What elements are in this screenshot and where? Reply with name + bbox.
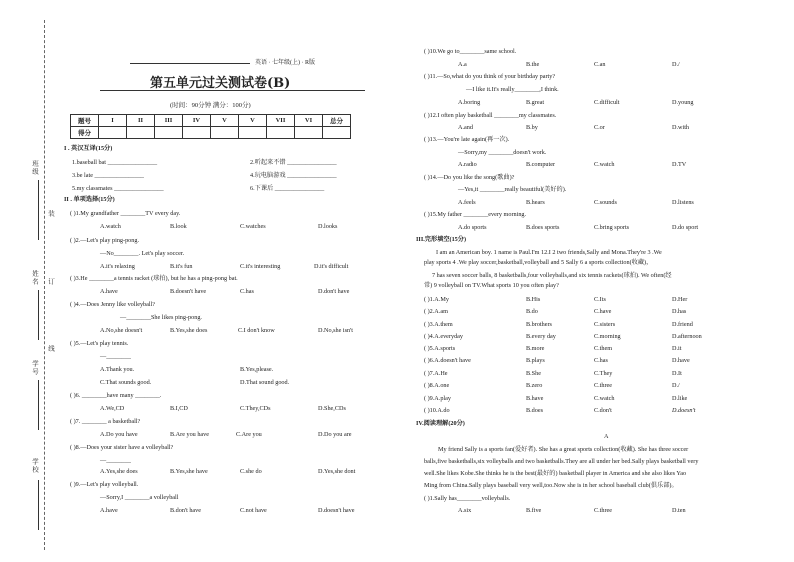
q11-stem2: —I like it.It's really________,I think. [466,86,559,93]
q1-opt-c: C.watches [240,223,266,230]
q15-opt-b: B.does sports [526,224,560,231]
r1-opt-a: A.six [458,507,472,514]
score-row-label: 得分 [71,127,99,139]
cut-mark-zhuang: 装 [47,210,54,217]
c5-d: D.it [672,345,682,352]
q7-opt-a: A.Do you have [100,431,138,438]
binding-number-label-2: 号 [31,368,38,375]
q12-opt-a: A.and [458,124,473,131]
q10-opt-a: A.a [458,61,467,68]
c5-b: B.more [526,345,545,352]
q7-opt-b: B.Are you have [170,431,210,438]
q3-opt-d: D.don't have [318,288,350,295]
q15-opt-d: D.do sport [672,224,699,231]
c8-d: D./ [672,382,680,389]
q14-opt-a: A.feels [458,199,476,206]
q14-stem2: —Yes,it ________really beautiful(美好的). [458,186,567,193]
q8-opt-b: B.Yes,she have [170,468,208,475]
q2-opt-a: A.it's relaxing [100,263,135,270]
q1-opt-a: A.watch [100,223,121,230]
c4-d: D.afternoon [672,333,702,340]
q15-opt-a: A.do sports [458,224,487,231]
q14-opt-d: D.listens [672,199,694,206]
c7-b: B.She [526,370,541,377]
q8-opt-a: A.Yes,she does [100,468,138,475]
c3-d: D.friend [672,321,693,328]
c7: ( )7.A.He [424,370,448,377]
q6-opt-b: B.I,CD [170,405,188,412]
q8-stem2: —________ [100,457,131,464]
q2-opt-c: C.it's interesting [240,263,281,270]
s1-item-6: 6.下课后 ________________ [250,185,325,192]
score-header-cell: 总分 [323,115,351,127]
q9-opt-a: A.have [100,507,118,514]
binding-school-label-2: 校 [31,466,38,473]
q9-opt-d: D.doesn't have [318,507,355,514]
q11-opt-d: D.young [672,99,694,106]
q13-opt-d: D.TV [672,161,687,168]
q14-stem: ( )14.—Do you like the song(歌曲)? [424,174,515,181]
s1-item-5: 5.my classmates ________________ [72,185,164,192]
q9-opt-b: B.don't have [170,507,202,514]
q7-opt-c: C.Are you [236,431,262,438]
c9-d: D.like [672,395,688,402]
q13-opt-a: A.radio [458,161,477,168]
q4-opt-d: D.No,she isn't [318,327,353,334]
c5-c: C.them [594,345,613,352]
cut-mark-xian: 线 [47,345,54,352]
q3-stem: ( )3.He ________a tennis racket (球拍), but he has a ping-pong bat. [70,275,238,282]
q5-opt-d: D.That sound good. [240,379,290,386]
c5: ( )5.A.sports [424,345,456,352]
q10-opt-d: D./ [672,61,680,68]
reading-line-4: Ming from China.Sally plays baseball very well,too.Now she is in her school baseball club(俱乐部)。 [424,482,678,489]
c3-c: C.sisters [594,321,616,328]
q8-opt-d: D.Yes,she dont [318,468,356,475]
score-header-cell: III [155,115,183,127]
s1-item-2: 2.听起来不错 ________________ [250,159,337,166]
score-header-cell: II [127,115,155,127]
q4-opt-a: A.No,she doesn't [100,327,143,334]
q7-stem: ( )7. ________ a basketball? [70,418,141,425]
score-table [70,114,351,139]
q12-stem: ( )12.I often play basketball ________my classmates. [424,112,557,119]
q13-stem: ( )13.—You're late again(再一次). [424,136,510,143]
c4: ( )4.A.everyday [424,333,463,340]
score-header-cell: VI [295,115,323,127]
c6: ( )6.A.doesn't have [424,357,471,364]
c4-b: B.every day [526,333,556,340]
q7-opt-d: D.Do you are [318,431,352,438]
c1: ( )1.A.My [424,296,449,303]
q8-opt-c: C.she do [240,468,262,475]
q3-opt-b: B.doesn't have [170,288,207,295]
r1-stem: ( )1.Sally has________volleyballs. [424,495,511,502]
q6-opt-c: C.They,CDs [240,405,271,412]
c4-c: C.morning [594,333,621,340]
q5-opt-c: C.That sounds good. [100,379,152,386]
cloze-line-4: 常) 9 volleyball on TV.What sports 10 you often play? [424,282,559,289]
q10-opt-b: B.the [526,61,540,68]
cut-mark-ding: 订 [47,278,54,285]
page-title: 第五单元过关测试卷(B) [150,76,291,91]
c10-c: C.don't [594,407,612,414]
r1-opt-c: C.three [594,507,613,514]
q6-opt-d: D.She,CDs [318,405,346,412]
q5-stem: ( )5.—Let's play tennis. [70,340,129,347]
q4-opt-c: C.I don't know [238,327,275,334]
q10-opt-c: C.an [594,61,606,68]
c6-c: C.has [594,357,608,364]
q2-opt-d: D.it's difficult [314,263,349,270]
exam-time-note: (时间：90分钟 满分：100分) [170,102,251,109]
q12-opt-c: C.or [594,124,605,131]
cloze-line-1: I am an American boy. 1 name is Paul.I'm 12.I 2 two friends,Sally and Mona.They're 3 .We [436,249,662,256]
score-header-cell: 题号 [71,115,99,127]
score-header-cell: I [99,115,127,127]
cloze-line-3: 7 has seven soccer balls, 8 basketballs,four volleyballs,and six tennis rackets(球拍). We often(经 [432,272,672,279]
reading-a-label: A [604,433,609,440]
c9-c: C.watch [594,395,615,402]
q8-stem: ( )8.—Does your sister have a volleyball? [70,444,174,451]
q12-opt-b: B.by [526,124,538,131]
section-3-title: III.完形填空(15分) [416,236,467,243]
q6-stem: ( )6. ________have many ________. [70,392,162,399]
binding-school-label: 学 [31,458,38,465]
c7-d: D.It [672,370,682,377]
c9: ( )9.A.play [424,395,451,402]
q2-opt-b: B.it's fun [170,263,193,270]
q5-opt-b: B.Yes,please. [240,366,274,373]
q10-stem: ( )10.We go to________same school. [424,48,517,55]
q4-opt-b: B.Yes,she does [170,327,208,334]
q2-stem: ( )2.—Let's play ping-pong. [70,237,139,244]
section-1-title: I . 英汉互译(15分) [64,145,113,152]
reading-line-1: My friend Sally is a sports fan(爱好者). She has a great sports collection(收藏). She has three soccer [438,446,689,453]
r1-opt-b: B.five [526,507,542,514]
score-header-cell: V [211,115,239,127]
c1-c: C.Its [594,296,606,303]
q4-stem: ( )4.—Does Jenny like volleyball? [70,301,156,308]
r1-opt-d: D.ten [672,507,686,514]
q2-stem2: —No________. Let's play soccer. [100,250,185,257]
q3-opt-a: A.have [100,288,118,295]
subject-label: 英语 · 七年级(上) · R版 [255,60,315,66]
binding-class-label-2: 级 [31,168,38,175]
q11-stem: ( )11.—So,what do you think of your birthday party? [424,73,556,80]
section-2-title: II . 单项选择(15分) [64,196,115,203]
c6-d: D.have [672,357,690,364]
c2-c: C.have [594,308,612,315]
score-header-cell: VII [267,115,295,127]
c7-c: C.They [594,370,613,377]
q14-opt-c: C.sounds [594,199,617,206]
c9-b: B.have [526,395,544,402]
s1-item-4: 4.玩电脑游戏 ________________ [250,172,337,179]
score-header-cell: IV [183,115,211,127]
s1-item-1: 1.baseball bat ________________ [72,159,158,166]
s1-item-3: 3.be late ________________ [72,172,145,179]
q15-opt-c: C.bring sports [594,224,630,231]
q15-stem: ( )15.My father ________every morning. [424,211,527,218]
c2: ( )2.A.am [424,308,448,315]
q13-opt-c: C.watch [594,161,615,168]
q13-stem2: —Sorry,my ________doesn't work. [458,149,547,156]
c10-b: B.does [526,407,544,414]
c6-b: B.plays [526,357,545,364]
q1-opt-d: D.looks [318,223,338,230]
c8-c: C.three [594,382,613,389]
c3: ( )3.A.them [424,321,453,328]
binding-class-label: 班 [31,160,38,167]
q5-opt-a: A.Thank you. [100,366,135,373]
c10-d: D.doesn't [672,407,696,414]
q5-stem2: —________ [100,353,131,360]
reading-line-3: well.She likes Kobe.She thinks he is the best(最好的) basketball player in America and she also likes Yao [424,470,687,477]
c8: ( )8.A.one [424,382,450,389]
q6-opt-a: A.We,CD [100,405,125,412]
q11-opt-c: C.difficult [594,99,620,106]
reading-line-2: balls,five basketballs,six volleyballs and two basketballs.They are all under her bed.Sally plays basketball very [424,458,699,465]
binding-name-label: 姓 [31,270,38,277]
q1-opt-b: B.look [170,223,187,230]
q14-opt-b: B.hears [526,199,545,206]
c8-b: B.zero [526,382,543,389]
score-header-cell: V [239,115,267,127]
q13-opt-b: B.computer [526,161,556,168]
q9-stem2: —Sorry,I ________a volleyball [100,494,179,501]
binding-number-label: 学 [31,360,38,367]
c1-b: B.His [526,296,541,303]
q1-stem: ( )1.My grandfather ________TV every day. [70,210,181,217]
q12-opt-d: D.with [672,124,690,131]
c2-d: D.has [672,308,687,315]
section-4-title: IV.阅读理解(20分) [416,420,465,427]
q11-opt-b: B.great [526,99,545,106]
q3-opt-c: C.has [240,288,254,295]
q11-opt-a: A.boring [458,99,481,106]
c1-d: D.Her [672,296,688,303]
c2-b: B.do [526,308,538,315]
q9-opt-c: C.not have [240,507,267,514]
q4-stem2: —________She likes ping-pong. [120,314,202,321]
q9-stem: ( )9.—Let's play volleyball. [70,481,139,488]
c10: ( )10.A.do [424,407,450,414]
cloze-line-2: play sports 4 .We play soccer,basketball,volleyball and 5 Sally 6 a sports collection(收藏)， [424,259,653,266]
binding-name-label-2: 名 [31,278,38,285]
c3-b: B.brothers [526,321,552,328]
